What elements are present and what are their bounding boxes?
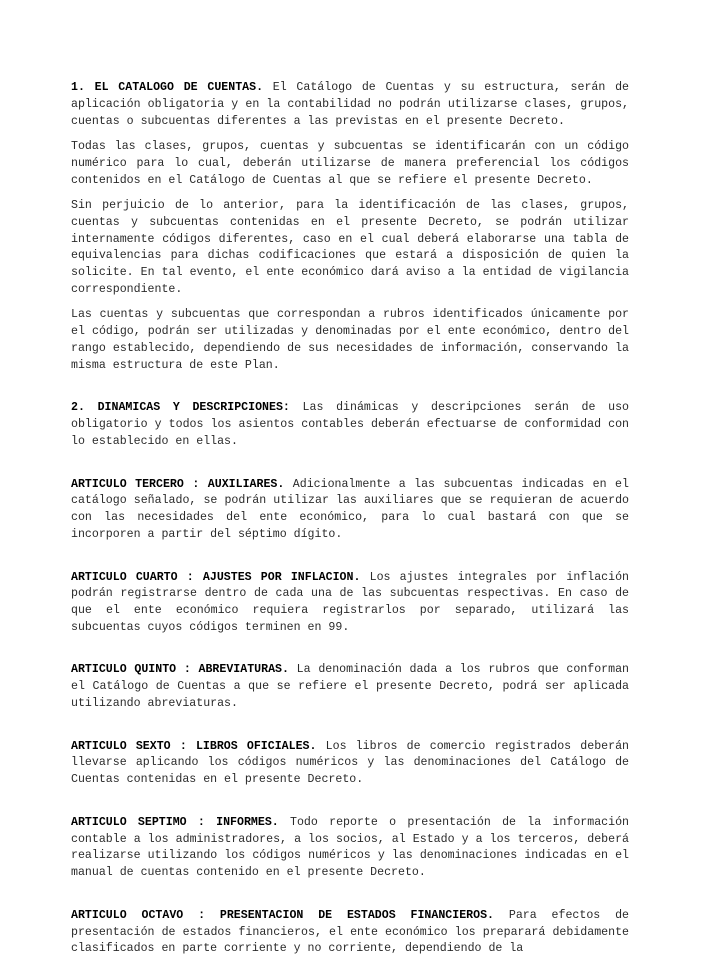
paragraph-rubros [71, 307, 629, 374]
article-cuarto [71, 570, 629, 637]
article-body: La denominación dada a los rubros que conforman el Catálogo de Cuentas a que se refiere el presente Decreto, podrá ser aplicada utilizando abreviaturas. [71, 663, 629, 711]
document-page [71, 80, 629, 958]
paragraph-codigos [71, 139, 629, 189]
article-heading: ARTICULO QUINTO : ABREVIATURAS. [71, 663, 289, 677]
article-body: Todo reporte o presentación de la información contable a los administradores, a los socios, al Estado y a los terceros, deberá realizarse utilizando los códigos numéricos y las denominaciones indicadas en el manual de cuentas contenido en el presente Decreto. [71, 815, 629, 880]
section-heading: 1. EL CATALOGO DE CUENTAS. [71, 81, 264, 94]
section-body: Todas las clases, grupos, cuentas y subcuentas se identificarán con un código numérico para lo cual, deberán utilizarse de manera preferencial los códigos contenidos en el Catálogo de Cuentas al que se refiere el presente Decreto. [71, 139, 629, 187]
article-body: Para efectos de presentación de estados financieros, el ente económico los preparará debidamente clasificados en parte corriente y no corriente, dependiendo de la [71, 908, 629, 956]
section-body: El Catálogo de Cuentas y su estructura, serán de aplicación obligatoria y en la contabilidad no podrán utilizarse clases, grupos, cuentas o subcuentas diferentes a las previstas en el presente Decreto. [71, 81, 629, 128]
section-catalogo-cuentas [71, 80, 629, 130]
section-body: Las dinámicas y descripciones serán de uso obligatorio y todos los asientos contables deberán efectuarse de conformidad con lo establecido en ellas. [71, 401, 630, 448]
article-octavo [71, 908, 629, 958]
paragraph-equivalencias [71, 198, 629, 299]
section-body: Sin perjuicio de lo anterior, para la identificación de las clases, grupos, cuentas y subcuentas contenidas en el presente Decreto, se podrán utilizar internamente códigos diferentes, caso en el cual deberá elaborarse una tabla de equivalencias para dichas codificaciones que estará a disposición de quien la solicite. En tal evento, el ente económico dará aviso a la entidad de vigilancia correspondiente. [71, 198, 629, 296]
article-heading: ARTICULO SEPTIMO : INFORMES. [71, 815, 279, 829]
article-septimo [71, 815, 629, 882]
article-sexto [71, 739, 629, 789]
article-heading: ARTICULO OCTAVO : PRESENTACION DE ESTADOS FINANCIEROS. [71, 908, 495, 922]
article-heading: ARTICULO TERCERO : AUXILIARES. [71, 477, 285, 491]
article-body: Los libros de comercio registrados deberán llevarse aplicando los códigos numéricos y las denominaciones del Catálogo de Cuentas contenidas en el presente Decreto. [71, 739, 629, 787]
section-heading: 2. DINAMICAS Y DESCRIPCIONES: [71, 401, 290, 415]
article-heading: ARTICULO SEXTO : LIBROS OFICIALES. [71, 739, 317, 753]
article-quinto [71, 662, 629, 712]
article-body: Adicionalmente a las subcuentas indicadas en el catálogo señalado, se podrán utilizar las auxiliares que se requieran de acuerdo con las necesidades del ente económico, para lo cual bastará con que se incorporen a partir del séptimo dígito. [71, 477, 629, 541]
section-dinamicas [71, 400, 629, 450]
section-body: Las cuentas y subcuentas que correspondan a rubros identificados únicamente por el código, podrán ser utilizadas y denominadas por el ente económico, dentro del rango establecido, dependiendo de sus necesidades de información, conservando la misma estructura de este Plan. [71, 308, 629, 372]
article-heading: ARTICULO CUARTO : AJUSTES POR INFLACION. [71, 570, 361, 584]
article-body: Los ajustes integrales por inflación podrán registrarse dentro de cada una de las subcuentas respectivas. En caso de que el ente económico requiera registrarlos por separado, utilizará las subcuentas cuyos códigos terminen en 99. [71, 570, 629, 634]
article-tercero [71, 477, 629, 544]
